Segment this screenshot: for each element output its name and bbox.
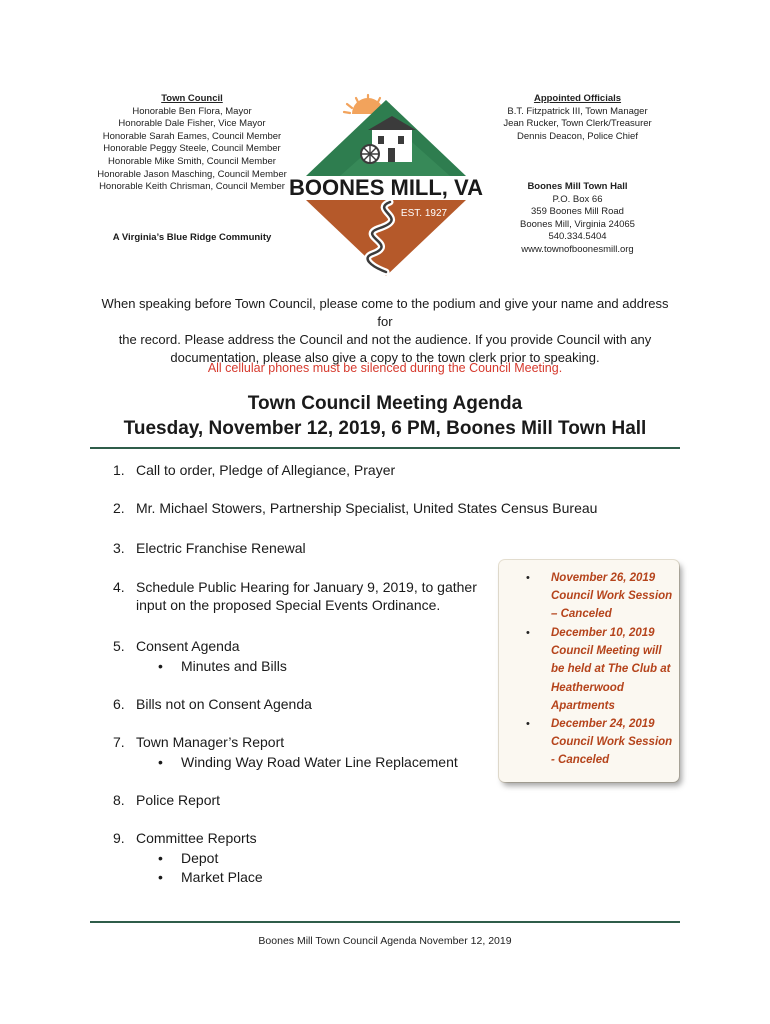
item-text-continued: input on the proposed Special Events Ordinance. [136,597,441,613]
agenda-item [113,539,306,557]
address-line: Boones Mill, Virginia 24065 [520,218,635,230]
agenda-item [113,461,395,479]
town-hall-title: Boones Mill Town Hall [527,181,628,192]
schedule-note [551,715,672,770]
note-line: Council Meeting will [551,645,662,658]
item-text: Town Manager’s Report [136,734,285,750]
bullet-icon: • [158,850,163,866]
note-line: be held at The Club at [551,663,671,676]
note-line: Council Work Session [551,590,673,603]
council-member: Honorable Keith Chrisman, Council Member [99,181,285,193]
appointed-officials-block [480,93,675,143]
official-member: B.T. Fitzpatrick III, Town Manager [507,105,648,117]
page-footer: Boones Mill Town Council Agenda November 12, 2019 [258,935,512,947]
boones-mill-logo [289,92,483,278]
subitem-text: Winding Way Road Water Line Replacement [181,754,458,770]
agenda-item [113,637,240,655]
address-line: P.O. Box 66 [552,193,603,205]
footer-divider [90,921,680,923]
agenda-subtitle: Tuesday, November 12, 2019, 6 PM, Boones Mill Town Hall [123,418,647,439]
subitem-text: Market Place [181,869,263,885]
subitem-text: Depot [181,850,219,866]
item-number: 3. [113,540,125,556]
header-divider [90,447,680,449]
item-text: Police Report [136,792,221,808]
intro-line: documentation, please also give a copy to the town clerk prior to speaking. [170,350,600,365]
item-number: 5. [113,638,125,654]
cellphone-warning: All cellular phones must be silenced during the Council Meeting. [207,361,563,375]
agenda-subitem [158,753,458,771]
website-link[interactable]: www.townofboonesmill.org [521,243,634,255]
item-text: Schedule Public Hearing for January 9, 2019, to gather [136,579,477,595]
town-council-block [92,93,292,194]
official-member: Jean Rucker, Town Clerk/Treasurer [503,118,652,130]
note-line: - Canceled [551,754,610,767]
item-text: Electric Franchise Renewal [136,540,306,556]
town-hall-address-block [480,181,675,257]
item-number: 9. [113,830,125,846]
speaking-instructions [95,295,675,367]
note-line: November 26, 2019 [551,572,656,584]
item-number: 7. [113,734,125,750]
agenda-item [113,733,284,751]
bullet-icon: • [526,718,530,730]
intro-line: When speaking before Town Council, please come to the podium and give your name and address for [101,296,669,329]
item-number: 1. [113,462,125,478]
item-text: Bills not on Consent Agenda [136,696,312,712]
town-council-title: Town Council [161,93,223,104]
item-text: Committee Reports [136,830,257,846]
note-line: December 10, 2019 [551,627,655,639]
item-text: Mr. Michael Stowers, Partnership Specialist, United States Census Bureau [136,500,598,516]
council-member: Honorable Jason Masching, Council Member [97,168,287,180]
bullet-icon: • [158,869,163,885]
note-line: Council Work Session [551,736,673,749]
bullet-icon: • [158,658,163,674]
item-text: Consent Agenda [136,638,240,654]
logo-est: EST. 1927 [400,208,448,219]
agenda-item [113,578,477,614]
appointed-officials-title: Appointed Officials [533,93,622,104]
intro-line: the record. Please address the Council and not the audience. If you provide Council with any [118,332,652,347]
community-tagline: A Virginia’s Blue Ridge Community [112,232,272,243]
agenda-item [113,791,220,809]
agenda-subitem [158,849,218,867]
schedule-note [551,569,672,624]
note-line: December 24, 2019 [551,718,655,730]
schedule-note [551,624,670,715]
council-member: Honorable Sarah Eames, Council Member [102,130,282,142]
item-number: 4. [113,579,125,595]
bullet-icon: • [158,754,163,770]
item-number: 8. [113,792,125,808]
logo-name: BOONES MILL, VA [289,175,483,200]
council-member: Honorable Ben Flora, Mayor [132,105,252,117]
note-line: Apartments [551,699,615,712]
agenda-item [113,499,597,517]
bullet-icon: • [526,572,530,584]
official-member: Dennis Deacon, Police Chief [517,130,638,142]
item-number: 6. [113,696,125,712]
council-member: Honorable Mike Smith, Council Member [108,155,276,167]
phone-number: 540.334.5404 [548,231,607,243]
schedule-notes-box [499,560,679,782]
council-member: Honorable Peggy Steele, Council Member [103,143,281,155]
item-text: Call to order, Pledge of Allegiance, Prayer [136,462,396,478]
agenda-item [113,829,257,847]
agenda-title: Town Council Meeting Agenda [247,393,523,414]
item-number: 2. [113,500,125,516]
bullet-icon: • [526,627,530,639]
note-line: Heatherwood [551,681,624,694]
note-line: – Canceled [551,608,612,621]
agenda-subitem [158,657,287,675]
agenda-subitem [158,868,263,886]
subitem-text: Minutes and Bills [181,658,287,674]
council-member: Honorable Dale Fisher, Vice Mayor [118,118,266,130]
agenda-item [113,695,312,713]
address-line: 359 Boones Mill Road [531,206,624,218]
